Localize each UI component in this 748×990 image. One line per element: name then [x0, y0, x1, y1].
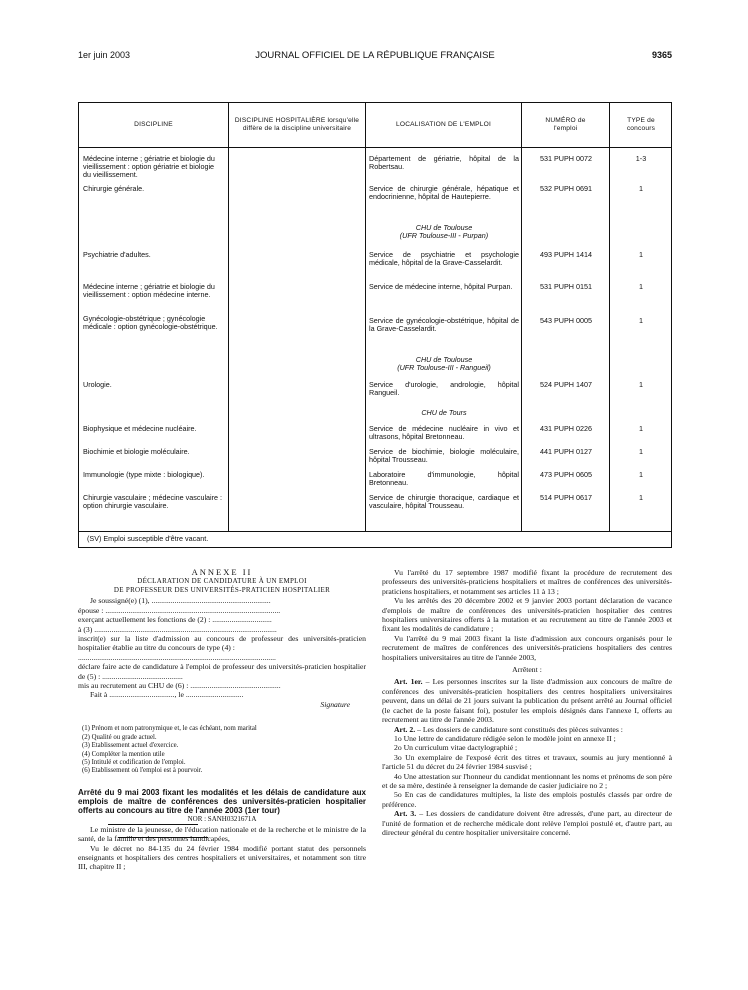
right-paragraph-2: Vu les arrêtés des 20 décembre 2002 et 9 janvier 2003 portant déclaration de vacance d'emplois de maître de conférences des universités-praticien hospitalier des centres hospitaliers universitaires offerts à la mutation et au recrutement au titre de l'année 2003 et fixant les modalités de candidature ;	[382, 596, 672, 634]
article-1-text: – Les personnes inscrites sur la liste d'admission aux concours de maître de conférences des universités-praticien hospitaliers des centres hospitaliers universitaires peuvent, dans un délai de 21 jours suivant la publication du présent arrêté au Journal officiel (le cachet de la poste faisant foi), postuler les emplois désignés dans l'annexe I, offerts au recrutement au titre de l'année 2003.	[382, 677, 672, 725]
article-2	[382, 725, 672, 734]
chu-toulouse-purpan: CHU de Toulouse (UFR Toulouse-III - Purpan)	[399, 223, 489, 241]
header-page-number: 9365	[651, 50, 672, 60]
arrete-title: Arrêté du 9 mai 2003 fixant les modalités et les délais de candidature aux emplois de maître de conférences des universités-praticien hospitalier offerts au concours au titre de l'année 2003 (1er tour)	[78, 787, 366, 816]
row-8-numero: 441 PUPH 0127	[540, 447, 592, 456]
note-6: (6) Etablissement où l'emploi est à pourvoir.	[82, 767, 203, 775]
row-4-discipline: Médecine interne ; gériatrie et biologie du vieillissement : option médecine interne.	[83, 282, 215, 300]
row-8-discipline: Biochimie et biologie moléculaire.	[83, 447, 190, 456]
article-2-item-4: 4o Une attestation sur l'honneur du candidat mentionnant les noms et prénoms de son père et de sa mère, destinée à renseigner la demande de casier judiciaire no 2 ;	[382, 771, 672, 790]
declaration-title-line-2: DE PROFESSEUR DES UNIVERSITÉS-PRATICIEN HOSPITALIER	[113, 585, 331, 594]
nor-reference: NOR : SANH0321671A	[187, 815, 257, 824]
row-9-discipline: Immunologie (type mixte : biologique).	[83, 470, 205, 479]
row-8-localisation: Service de biochimie, biologie moléculaire, hôpital Trousseau.	[369, 447, 519, 465]
row-2-numero: 532 PUPH 0691	[540, 184, 592, 193]
article-2-item-3: 3o Un exemplaire de l'exposé écrit des titres et travaux, soumis au jury mentionné à l'article 51 du décret du 24 février 1984 susvisé ;	[382, 752, 672, 772]
col-header-discipline: DISCIPLINE	[134, 121, 173, 128]
row-9-type: 1	[639, 470, 643, 479]
signature-label: Signature	[320, 699, 350, 709]
table-footnote: (SV) Emploi susceptible d'être vacant.	[87, 534, 209, 543]
form-line-3: exerçant actuellement les fonctions de (2) : ...............................	[78, 615, 272, 625]
right-column	[382, 568, 672, 837]
row-6-type: 1	[639, 380, 643, 389]
article-3	[382, 809, 672, 837]
row-5-type: 1	[639, 316, 643, 325]
form-line-7: déclare faire acte de candidature à l'emploi de professeur des universités-praticien hospitalier de (5) : ..........................................	[78, 662, 366, 681]
row-3-localisation: Service de psychiatrie et psychologie médicale, hôpital de la Grave-Casselardit.	[369, 250, 519, 268]
row-10-type: 1	[639, 493, 643, 502]
row-5-localisation: Service de gynécologie-obstétrique, hôpital de la Grave-Casselardit.	[369, 316, 519, 334]
right-paragraph-1: Vu l'arrêté du 17 septembre 1987 modifié fixant la procédure de recrutement des professeurs des universités-praticiens hospitaliers et maîtres de conférences des universités-praticiens hospitaliers, et notamment ses articles 11 à 13 ;	[382, 568, 672, 596]
row-10-discipline: Chirurgie vasculaire ; médecine vasculaire : option chirurgie vasculaire.	[83, 493, 223, 511]
article-1-label: Art. 1er.	[394, 677, 423, 687]
left-column	[78, 568, 366, 872]
form-line-5: inscrit(e) sur la liste d'admission au concours de professeur des universités-praticien hospitalier établie au titre du concours de type (4) :	[78, 634, 366, 653]
article-1	[382, 677, 672, 724]
row-4-numero: 531 PUPH 0151	[540, 282, 592, 291]
annexe-notes	[78, 725, 366, 775]
row-1-numero: 531 PUPH 0072	[540, 154, 592, 163]
form-line-2: épouse : ...........................................................................................	[78, 605, 281, 615]
form-line-9: Fait à .................................., le ..............................	[90, 690, 244, 700]
row-4-localisation: Service de médecine interne, hôpital Purpan.	[369, 282, 513, 291]
col-header-localisation: LOCALISATION DE L'EMPLOI	[396, 121, 491, 128]
note-4: (4) Compléter la mention utile	[82, 750, 165, 758]
notes-separator	[108, 824, 198, 825]
form-line-4: à (3) ...............................................................................................	[78, 624, 277, 634]
note-3: (3) Etablissement actuel d'exercice.	[82, 742, 179, 750]
note-2: (2) Qualité ou grade actuel.	[82, 733, 157, 741]
page-header	[78, 50, 672, 64]
posts-table	[78, 102, 672, 548]
row-8-type: 1	[639, 447, 643, 456]
article-2-item-1: 1o Une lettre de candidature rédigée selon le modèle joint en annexe II ;	[394, 733, 616, 743]
declaration-title-line-1: DÉCLARATION DE CANDIDATURE À UN EMPLOI	[137, 577, 307, 586]
article-3-label: Art. 3.	[394, 809, 417, 819]
row-4-type: 1	[639, 282, 643, 291]
row-7-discipline: Biophysique et médecine nucléaire.	[83, 424, 197, 433]
form-line-1: Je soussigné(e) (1), ..............................................................	[90, 596, 271, 606]
row-10-localisation: Service de chirurgie thoracique, cardiaque et vasculaire, hôpital Trousseau.	[369, 493, 519, 511]
row-2-localisation: Service de chirurgie générale, hépatique et endocrinienne, hôpital de Hautepierre.	[369, 184, 519, 202]
article-2-item-5: 5o En cas de candidatures multiples, la liste des emplois postulés classés par ordre de préférence.	[382, 790, 672, 809]
note-1: (1) Prénom et nom patronymique et, le cas échéant, nom marital	[82, 725, 257, 733]
row-3-discipline: Psychiatrie d'adultes.	[83, 250, 151, 259]
form-line-8: mis au recrutement au CHU de (6) : ...............................................	[78, 681, 281, 691]
arrete-paragraph-1: Le ministre de la jeunesse, de l'éducation nationale et de la recherche et le ministre de la santé, de la famille et des personnes handicapées,	[78, 824, 366, 844]
row-7-type: 1	[639, 424, 643, 433]
row-1-discipline: Médecine interne ; gériatrie et biologie du vieillissement : option gériatrie et biologie du vieillissement.	[83, 154, 215, 180]
row-1-localisation: Département de gériatrie, hôpital de la Robertsau.	[369, 154, 519, 172]
form-line-6: .......................................................................................................	[78, 652, 276, 662]
row-1-type: 1-3	[635, 154, 647, 163]
right-paragraph-3: Vu l'arrêté du 9 mai 2003 fixant la liste d'admission aux concours organisés pour le recrutement de maîtres de conférences des universités-praticiens hospitaliers des centres hospitaliers universitaires au titre de l'année 2003,	[382, 633, 672, 662]
annexe-title: ANNEXE II	[191, 567, 253, 577]
article-2-item-2: 2o Un curriculum vitae dactylographié ;	[394, 743, 518, 753]
row-2-type: 1	[639, 184, 643, 193]
col-header-discipline-hospitaliere: DISCIPLINE HOSPITALIÈRE lorsqu'elle diffère de la discipline universitaire	[234, 117, 360, 132]
row-6-localisation: Service d'urologie, andrologie, hôpital Rangueil.	[369, 380, 519, 398]
row-5-numero: 543 PUPH 0005	[540, 316, 592, 325]
row-3-type: 1	[639, 250, 643, 259]
row-7-localisation: Service de médecine nucléaire in vivo et ultrasons, hôpital Bretonneau.	[369, 424, 519, 442]
col-header-type: TYPE de concours	[626, 117, 656, 132]
row-7-numero: 431 PUPH 0226	[540, 424, 592, 433]
row-9-localisation: Laboratoire d'immunologie, hôpital Bretonneau.	[369, 470, 519, 488]
row-3-numero: 493 PUPH 1414	[540, 250, 592, 259]
arrete-separator	[118, 837, 208, 838]
note-5: (5) Intitulé et codification de l'emploi.	[82, 758, 186, 766]
row-9-numero: 473 PUPH 0605	[540, 470, 592, 479]
chu-tours: CHU de Tours	[421, 408, 467, 417]
row-6-numero: 524 PUPH 1407	[540, 380, 592, 389]
row-2-discipline: Chirurgie générale.	[83, 184, 145, 193]
col-header-numero: NUMÉRO de l'emploi	[545, 117, 586, 132]
row-10-numero: 514 PUPH 0617	[540, 493, 592, 502]
article-2-label: Art. 2.	[394, 724, 416, 734]
row-5-discipline: Gynécologie-obstétrique ; gynécologie médicale : option gynécologie-obstétrique.	[83, 314, 218, 332]
article-3-text: – Les dossiers de candidature doivent être adressés, d'une part, au directeur de l'unité de formation et de recherche médicale dont relève l'emploi postulé et, d'autre part, au directeur général du centre hospitalier universitaire concerné.	[382, 809, 672, 837]
header-date: 1er juin 2003	[78, 50, 131, 60]
arretent-label: Arrêtent :	[512, 665, 542, 675]
row-6-discipline: Urologie.	[83, 380, 112, 389]
header-journal-title: JOURNAL OFFICIEL DE LA RÉPUBLIQUE FRANÇAISE	[255, 50, 495, 61]
article-2-text: – Les dossiers de candidature sont constitués des pièces suivantes :	[415, 724, 623, 734]
arrete-paragraph-2: Vu le décret no 84-135 du 24 février 1984 modifié portant statut des personnels enseignants et hospitaliers des centres hospitaliers et universitaires, et notamment son titre III, chapitre II ;	[78, 843, 366, 872]
chu-toulouse-rangueil: CHU de Toulouse (UFR Toulouse-III - Rangueil)	[397, 355, 491, 373]
